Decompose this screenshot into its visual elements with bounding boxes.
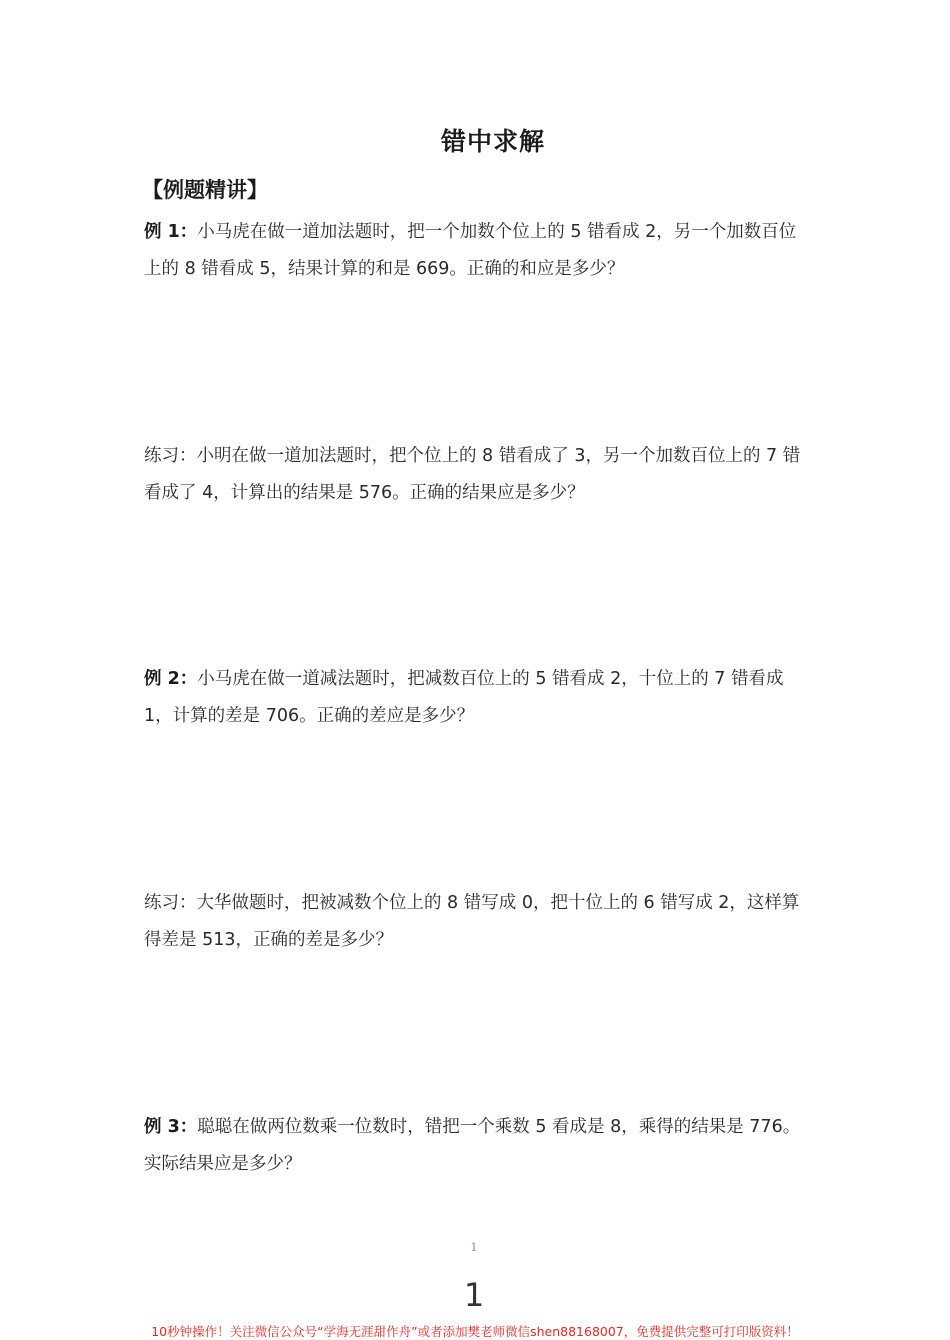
problem-label: 例 3：: [144, 1117, 198, 1137]
problem-text: 聪聪在做两位数乘一位数时，错把一个乘数 5 看成是 8，乘得的结果是 776。实际结果应是多少？: [144, 1117, 801, 1174]
problem-text: 小马虎在做一道减法题时，把减数百位上的 5 错看成 2，十位上的 7 错看成 1，计算的差是 706。正确的差应是多少？: [144, 669, 784, 726]
practice-problem-1: [144, 438, 812, 512]
example-problem-3: [144, 1109, 812, 1183]
section-header: 【例题精讲】: [142, 178, 268, 202]
example-problem-2: [144, 661, 812, 735]
example-problem-1: [144, 214, 812, 288]
problem-text: 练习：大华做题时，把被减数个位上的 8 错写成 0，把十位上的 6 错写成 2，这样算得差是 513，正确的差是多少？: [144, 893, 800, 950]
problem-text: 练习：小明在做一道加法题时，把个位上的 8 错看成了 3，另一个加数百位上的 7 错看成了 4，计算出的结果是 576。正确的结果应是多少？: [144, 446, 801, 503]
problem-text: 小马虎在做一道加法题时，把一个加数个位上的 5 错看成 2，另一个加数百位上的 8 错看成 5，结果计算的和是 669。正确的和应是多少？: [144, 222, 797, 279]
page-number-large: 1: [463, 1276, 485, 1314]
problem-label: 例 1：: [144, 222, 198, 242]
practice-problem-2: [144, 885, 812, 959]
problem-label: 例 2：: [144, 669, 198, 689]
footer-note: 10秒钟操作！关注微信公众号“学海无涯甜作舟”或者添加樊老师微信shen88168007，免费提供完整可打印版资料！: [151, 1324, 799, 1339]
page-number-small: 1: [470, 1241, 478, 1254]
document-title: 错中求解: [440, 127, 545, 156]
